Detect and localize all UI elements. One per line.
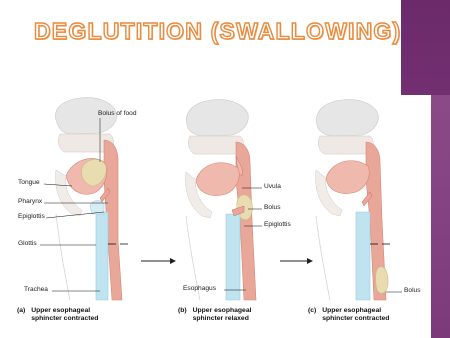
caption-letter: (b) (178, 307, 187, 314)
caption-letter: (c) (308, 307, 317, 314)
label-tongue: Tongue (18, 179, 40, 186)
label-trachea: Trachea (24, 286, 48, 293)
slide-title: DEGLUTITION (SWALLOWING) (34, 18, 402, 44)
caption-line2: sphincter contracted (322, 314, 390, 322)
label-bolus: Bolus (264, 204, 281, 211)
caption-line1: Upper esophageal (322, 307, 382, 314)
label-esophagus: Esophagus (183, 285, 216, 292)
panel-c-illustration (316, 100, 390, 300)
label-uvula: Uvula (264, 183, 281, 190)
panel-c-caption (308, 307, 389, 323)
panel-b-illustration (186, 100, 256, 300)
caption-line1: Upper esophageal (31, 307, 91, 314)
panel-a-illustration (55, 98, 128, 300)
panel-b-caption (178, 307, 252, 323)
progression-arrow-b-to-c (280, 258, 313, 264)
label-bolus: Bolus (404, 287, 421, 294)
label-glottis: Glottis (18, 240, 37, 247)
label-bolus-of-food: Bolus of food (98, 110, 137, 117)
label-epiglottis: Epiglottis (264, 221, 291, 228)
label-epiglottis: Epiglottis (18, 213, 45, 220)
panel-a-caption (17, 307, 98, 323)
caption-letter: (a) (17, 307, 26, 314)
caption-line2: sphincter relaxed (192, 314, 249, 322)
progression-arrow-a-to-b (141, 258, 176, 264)
label-pharynx: Pharynx (18, 198, 43, 205)
caption-line1: Upper esophageal (192, 307, 252, 314)
caption-line2: sphincter contracted (31, 314, 99, 322)
